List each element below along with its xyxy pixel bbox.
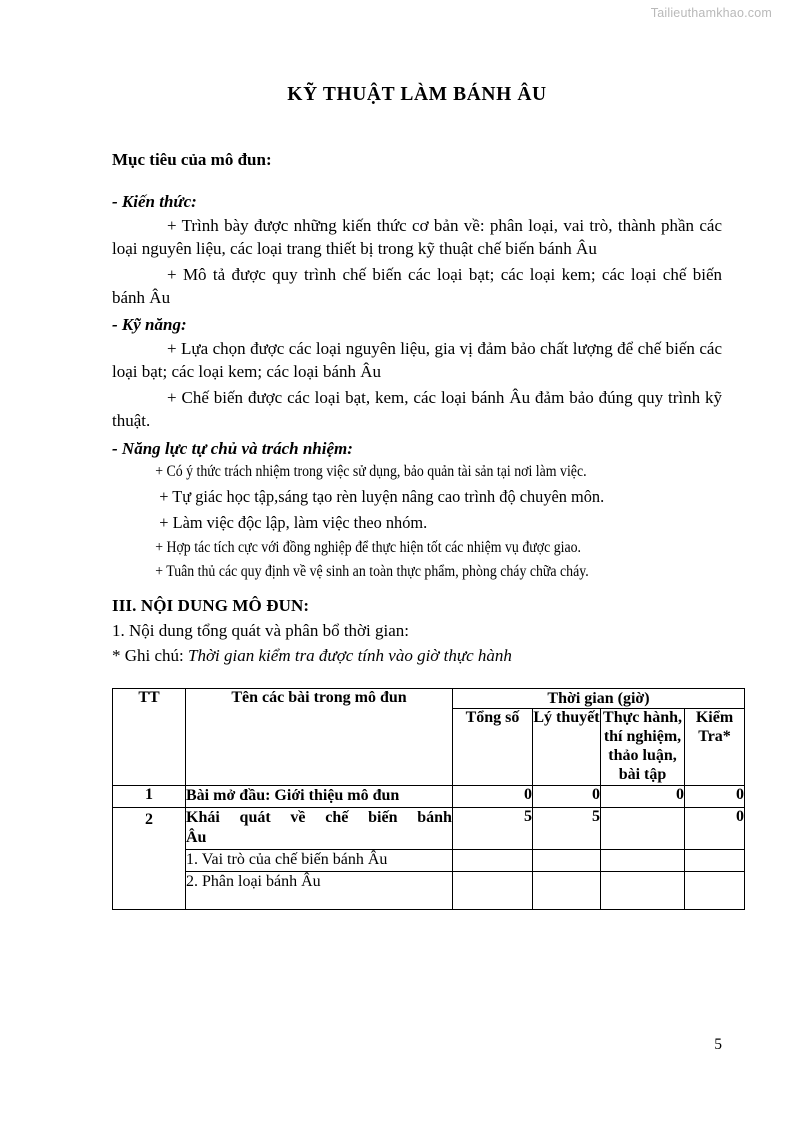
row-total: 5	[453, 807, 533, 850]
section-iii-heading: III. NỘI DUNG MÔ ĐUN:	[112, 596, 310, 616]
row-total	[453, 850, 533, 872]
row-total: 0	[453, 785, 533, 807]
autonomy-item-1: + Có ý thức trách nhiệm trong việc sử dụng, bảo quản tài sản tại nơi làm việc.	[155, 462, 587, 480]
row-name-seg: biến	[368, 808, 398, 826]
module-content-table	[112, 688, 745, 910]
watermark: Tailieuthamkhao.com	[650, 6, 772, 20]
objectives-heading: Mục tiêu của mô đun:	[112, 150, 272, 169]
row-name-seg: quát	[239, 808, 271, 826]
row-name-line-2: Âu	[186, 829, 207, 847]
row-name: 2. Phân loại bánh Âu	[186, 872, 453, 910]
row-name-seg: về	[290, 808, 306, 826]
row-total	[453, 872, 533, 910]
header-cell-practice: Thực hành, thí nghiệm, thảo luận, bài tập	[601, 709, 685, 786]
knowledge-item-1: + Trình bày được những kiến thức cơ bản về: phân loại, vai trò, thành phần các loại nguyên liệu, các loại trang thiết bị trong kỹ thuật chế biến bánh Âu	[112, 216, 722, 258]
row-theory: 5	[533, 807, 601, 850]
row-theory: 0	[533, 785, 601, 807]
autonomy-item-3: + Làm việc độc lập, làm việc theo nhóm.	[159, 512, 428, 532]
row-name-seg: bánh	[417, 808, 452, 826]
knowledge-item-2: + Mô tả được quy trình chế biến các loại bạt; các loại kem; các loại chế biến bánh Âu	[112, 264, 722, 307]
section-iii-note	[112, 646, 722, 666]
row-practice	[601, 872, 685, 910]
header-cell-total: Tổng số	[453, 709, 533, 786]
page-title: KỸ THUẬT LÀM BÁNH ÂU	[287, 84, 547, 105]
row-name: 1. Vai trò của chế biến bánh Âu	[186, 850, 453, 872]
autonomy-item-4: + Hợp tác tích cực với đồng nghiệp để thực hiện tốt các nhiệm vụ được giao.	[155, 538, 582, 556]
row-theory	[533, 850, 601, 872]
note-label: * Ghi chú:	[112, 646, 184, 666]
skills-item-1: + Lựa chọn được các loại nguyên liệu, gia vị đảm bảo chất lượng để chế biến các loại bạt; các loại kem; các loại bánh Âu	[112, 339, 722, 382]
row-practice	[601, 807, 685, 850]
section-iii-line-1: 1. Nội dung tổng quát và phân bổ thời gian:	[112, 621, 410, 641]
table-row	[113, 872, 745, 910]
row-name-seg: chế	[325, 808, 349, 826]
header-cell-time-group: Thời gian (giờ)	[453, 689, 745, 709]
autonomy-item-2: + Tự giác học tập,sáng tạo rèn luyện nâng cao trình độ chuyên môn.	[159, 487, 605, 507]
module-table-wrapper	[112, 688, 744, 910]
document-content	[112, 0, 744, 910]
table-row	[113, 785, 745, 807]
knowledge-heading: - Kiến thức:	[112, 192, 197, 211]
row-practice: 0	[601, 785, 685, 807]
header-cell-tt: TT	[113, 689, 186, 786]
row-tt-label: 2	[145, 810, 153, 828]
row-exam: 0	[685, 807, 745, 850]
table-row	[113, 807, 745, 850]
row-name	[186, 807, 453, 850]
row-theory	[533, 872, 601, 910]
autonomy-item-5: + Tuân thủ các quy định về vệ sinh an toàn thực phẩm, phòng cháy chữa cháy.	[155, 563, 589, 580]
table-row	[113, 850, 745, 872]
row-exam	[685, 872, 745, 910]
skills-heading: - Kỹ năng:	[112, 315, 187, 335]
header-cell-theory: Lý thuyết	[533, 709, 601, 786]
header-cell-name: Tên các bài trong mô đun	[186, 689, 453, 786]
skills-item-2: + Chế biến được các loại bạt, kem, các loại bánh Âu đảm bảo đúng quy trình kỹ thuật.	[112, 388, 722, 431]
row-tt	[113, 807, 186, 909]
row-tt: 1	[113, 785, 186, 807]
row-exam: 0	[685, 785, 745, 807]
header-cell-exam: Kiểm Tra*	[685, 709, 745, 786]
row-name-seg: Khái	[186, 808, 220, 826]
row-exam	[685, 850, 745, 872]
autonomy-heading: - Năng lực tự chủ và trách nhiệm:	[112, 438, 353, 458]
note-italic: Thời gian kiểm tra được tính vào giờ thực hành	[188, 646, 512, 666]
row-name: Bài mở đầu: Giới thiệu mô đun	[186, 785, 453, 807]
page-number: 5	[714, 1036, 722, 1053]
table-header-row-1	[113, 689, 745, 709]
row-practice	[601, 850, 685, 872]
